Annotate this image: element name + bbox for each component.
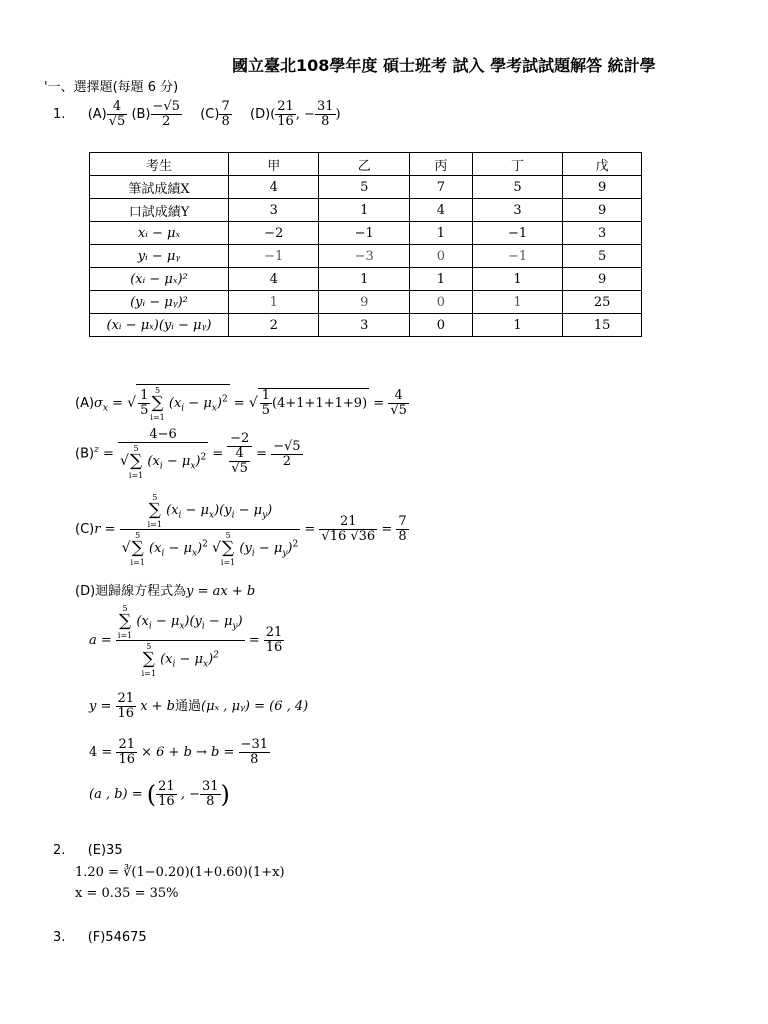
table-cell: 1 xyxy=(409,222,472,245)
table-cell: −1 xyxy=(472,245,562,268)
table-header-cell: 丁 xyxy=(472,153,562,176)
solution-d-slope: a = 5 ∑ i=1 $(x_i - \mu_x)(y_i - \mu_y)$ 5 ∑ i=1 $(x_i - \mu_x)^2$ = $\frac{21}{16}$ xyxy=(89,604,283,678)
option-c-label: (C) xyxy=(200,107,220,122)
table-cell: 5 xyxy=(319,176,409,199)
table-cell: 2 xyxy=(229,314,319,337)
solution-d-line2: y = $\frac{21}{16}$ x + b通過(μₓ , μᵧ) = (6 , 4) xyxy=(89,691,309,721)
table-header-cell: 乙 xyxy=(319,153,409,176)
table-cell: 1 xyxy=(472,268,562,291)
table-cell: 7 xyxy=(409,176,472,199)
table-cell: 9 xyxy=(563,199,642,222)
option-b-value: $\frac{-√5}{2}$ xyxy=(152,99,180,129)
solution-d-text: 迴歸線方程式為 xyxy=(95,584,187,599)
row-label: 筆試成績X xyxy=(90,176,229,199)
question-2-work-line2: x = 0.35 = 35% xyxy=(75,886,179,901)
table-cell: 0 xyxy=(409,245,472,268)
table-cell: 3 xyxy=(563,222,642,245)
solution-c: (C)r = 5 ∑ i=1 $(x_i - \mu_x)(y_i - \mu_y)$ √5 ∑ i=1 $(x_i - \mu_x)^2$ √5 ∑ i=1 $(y_i - \mu_y)^2$ = $\frac{21}{√16 √36}$ = $\frac{7}{8}$ xyxy=(75,493,407,567)
table-cell: 1 xyxy=(472,291,562,314)
table-cell: 1 xyxy=(409,268,472,291)
table-header-row xyxy=(90,153,642,176)
solution-a: $(A)\sigma_x$ = √ $\frac{1}{5}$ 5 ∑ i=1 $(x_i - \mu_x)^2$ = √ $\frac{1}{5}$ (4+1+1+1+9) = $\frac{4}{√5}$ xyxy=(75,386,407,422)
table-cell: 1 xyxy=(319,268,409,291)
option-a-label: (A) xyxy=(87,107,107,122)
table-header-cell: 丙 xyxy=(409,153,472,176)
option-b-label: (B) xyxy=(131,107,151,122)
table-cell: −2 xyxy=(229,222,319,245)
question-1-options xyxy=(53,100,341,129)
question-2 xyxy=(53,843,123,858)
solution-d-label: (D) xyxy=(75,584,96,599)
table-row xyxy=(90,199,642,222)
mean-point: (μₓ , μᵧ) = (6 , 4) xyxy=(201,699,309,714)
solution-a-label: (A) xyxy=(75,396,95,411)
question-number: 3. xyxy=(53,930,66,945)
solution-d-final: (a , b) = ( $\frac{21}{16}$ , − $\frac{31}{8}$ ) xyxy=(89,779,230,809)
table-cell: 9 xyxy=(563,268,642,291)
row-label: (yᵢ − μᵧ)² xyxy=(90,291,229,314)
solution-a-inside: 4+1+1+1+9 xyxy=(277,396,363,411)
table-cell: 1 xyxy=(229,291,319,314)
page-title: 國立臺北108學年度 碩士班考 試入 學考試試題解答 統計學 xyxy=(232,56,656,75)
option-d-value: ( $\frac{21}{16}$ , − $\frac{31}{8}$ ) xyxy=(270,99,341,129)
table-header-cell: 考生 xyxy=(90,153,229,176)
solution-d-line3: 4 = $\frac{21}{16}$ × 6 + b → b = $\frac{-31}{8}$ xyxy=(89,737,268,767)
option-c-value: $\frac{7}{8}$ xyxy=(221,99,230,129)
table-row xyxy=(90,268,642,291)
question-number: 2. xyxy=(53,843,66,858)
table-cell: 0 xyxy=(409,291,472,314)
table-header-cell: 戊 xyxy=(563,153,642,176)
table-cell: 15 xyxy=(563,314,642,337)
table-cell: −1 xyxy=(229,245,319,268)
solution-c-label: (C) xyxy=(75,522,95,537)
table-cell: 0 xyxy=(409,314,472,337)
question-2-answer: (E)35 xyxy=(87,843,123,858)
table-row xyxy=(90,176,642,199)
solution-b-label: (B) xyxy=(75,446,95,462)
row-label: (xᵢ − μₓ)² xyxy=(90,268,229,291)
table-cell: −1 xyxy=(319,222,409,245)
table-cell: −1 xyxy=(472,222,562,245)
table-cell: −3 xyxy=(319,245,409,268)
question-3 xyxy=(53,930,147,945)
table-cell: 4 xyxy=(229,176,319,199)
question-3-answer: (F)54675 xyxy=(87,930,147,945)
table-cell: 3 xyxy=(472,199,562,222)
table-cell: 3 xyxy=(229,199,319,222)
table-row xyxy=(90,314,642,337)
table-cell: 4 xyxy=(229,268,319,291)
table-cell: 5 xyxy=(563,245,642,268)
table-cell: 1 xyxy=(319,199,409,222)
row-label: (xᵢ − μₓ)(yᵢ − μᵧ) xyxy=(90,314,229,337)
table-row xyxy=(90,291,642,314)
row-label: yᵢ − μᵧ xyxy=(90,245,229,268)
row-label: 口試成績Y xyxy=(90,199,229,222)
table-row xyxy=(90,245,642,268)
table-cell: 3 xyxy=(319,314,409,337)
question-2-work-line1: 1.20 = ∛(1−0.20)(1+0.60)(1+x) xyxy=(75,865,285,880)
table-cell: 4 xyxy=(409,199,472,222)
table-cell: 1 xyxy=(472,314,562,337)
data-table xyxy=(89,152,642,337)
table-header-cell: 甲 xyxy=(229,153,319,176)
table-cell: 9 xyxy=(563,176,642,199)
table-cell: 25 xyxy=(563,291,642,314)
table-row xyxy=(90,222,642,245)
table-cell: 5 xyxy=(472,176,562,199)
section-heading: '一、選擇題(每題 6 分) xyxy=(44,80,179,95)
table-cell: 9 xyxy=(319,291,409,314)
passes-through-label: 通過 xyxy=(175,699,202,714)
solution-d-heading xyxy=(75,580,255,599)
solution-b: $(B)^z$ = 4−6 √5 ∑ i=1 $(x_i - \mu_x)^2$ = $\frac{-2}{\frac{4}{√5}}$ = $\frac{-√5}{2}$ xyxy=(75,427,301,480)
option-d-label: (D) xyxy=(250,107,271,122)
question-number: 1. xyxy=(53,107,66,122)
regression-equation: y = ax + b xyxy=(186,584,256,599)
option-a-value: $\frac{4}{√5}$ xyxy=(108,99,126,129)
row-label: xᵢ − μₓ xyxy=(90,222,229,245)
